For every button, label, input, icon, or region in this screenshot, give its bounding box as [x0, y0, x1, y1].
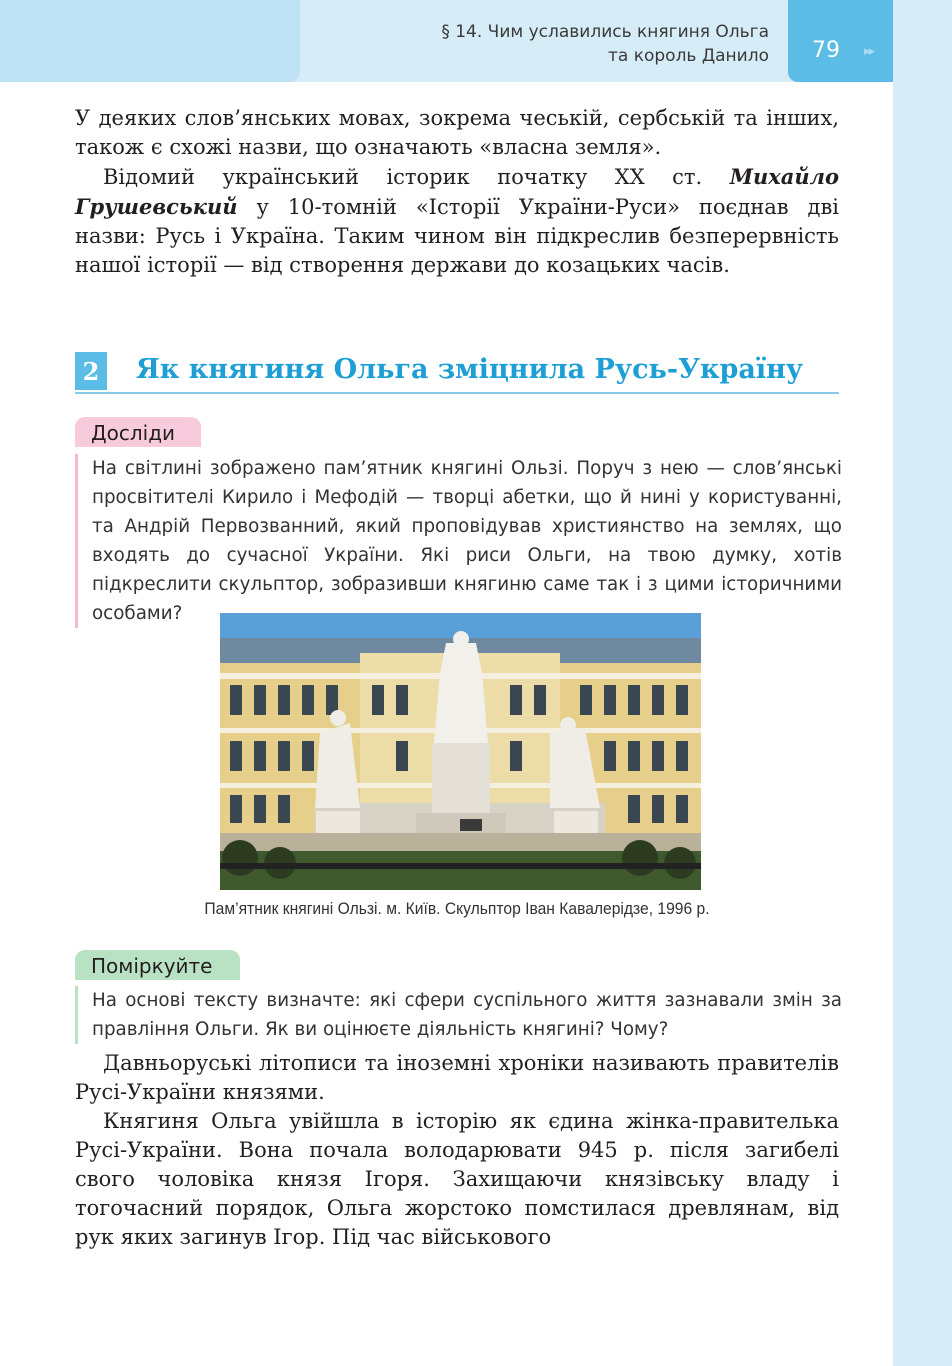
- think-text: На основі тексту визначте: які сфери суспільного життя зазнавали змін за правління Ольги. Як ви оцінюєте діяльність княгині? Чому?: [75, 986, 842, 1044]
- historian-name: Михайло Грушевський: [75, 164, 839, 219]
- monument-photo: [220, 613, 701, 890]
- section-title: Як княгиня Ольга зміцнила Русь-Україну: [136, 354, 804, 385]
- investigate-text: На світлині зображено пам’ятник княгині Ользі. Поруч з нею — слов’янські просвітителі Кирило і Мефодій — творці абетки, що й нині у користуванні, та Андрій Первозванний, який проповідував християнство на землях, що входять до сучасної України. Які риси Ольги, на твою думку, хотів підкреслити скульптор, зобразивши княгиню саме так і з цими історичними особами?: [75, 454, 842, 628]
- page-tab: [788, 0, 893, 82]
- chapter-title-line2: та король Данило: [607, 46, 769, 66]
- intro-paragraph-1: У деяких слов’янських мовах, зокрема чеській, сербській та інших, також є схожі назви, що означають «власна земля».: [75, 106, 839, 159]
- section-number: 2: [75, 352, 107, 390]
- page-number: 79: [812, 38, 840, 63]
- chapter-title: [349, 20, 769, 68]
- header-left-panel: [0, 0, 300, 82]
- intro-paragraph-2: [75, 162, 839, 280]
- section-heading: [75, 352, 839, 394]
- intro-paragraph-2-start: Відомий український історик початку ХХ ст.: [103, 165, 730, 189]
- photo-caption: Пам’ятник княгині Ользі. м. Київ. Скульптор Іван Кавалерідзе, 1996 р.: [204, 899, 710, 918]
- investigate-label: Досліди: [75, 417, 201, 447]
- chapter-title-line1: § 14. Чим уславились княгиня Ольга: [441, 22, 769, 42]
- intro-paragraph-2-end: у 10-томній «Історії України-Руси» поєднав дві назви: Русь і Україна. Таким чином він підкреслив безперервність нашої історії — від створення держави до козацьких часів.: [75, 195, 839, 277]
- next-arrows-icon: ▸▸: [864, 44, 874, 59]
- main-paragraph-2: Княгиня Ольга увійшла в історію як єдина жінка-правителька Русі-України. Вона почала володарювати 945 р. після загибелі свого чоловіка князя Ігоря. Захищаючи князівську владу і тогочасний порядок, Ольга жорстоко помстилася древлянам, від рук яких загинув Ігор. Під час військового: [75, 1109, 839, 1249]
- think-label: Поміркуйте: [75, 950, 240, 980]
- main-paragraph-1: Давньоруські літописи та іноземні хроніки називають правителів Русі-України князями.: [75, 1051, 839, 1104]
- side-strip: [893, 0, 952, 1366]
